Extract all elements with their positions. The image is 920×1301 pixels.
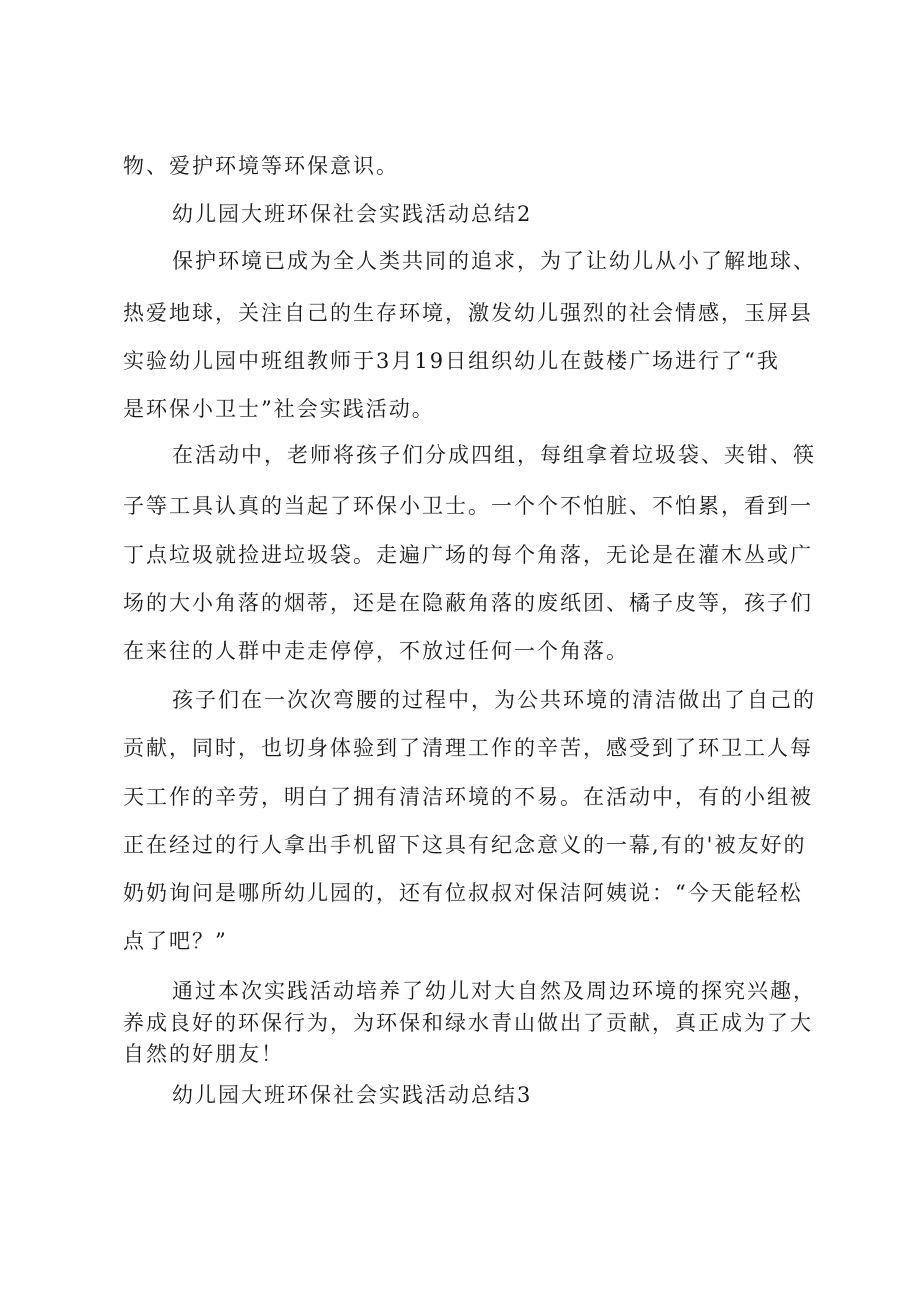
paragraph-3-line-1: 孩子们在一次次弯腰的过程中，为公共环境的清洁做出了自己的 — [172, 688, 816, 712]
paragraph-1-line-3: 实验幼儿园中班组教师于3月19日组织幼儿在鼓楼广场进行了“我 — [123, 349, 780, 373]
paragraph-3-line-6: 点了吧？” — [123, 929, 228, 953]
paragraph-4-line-1: 通过本次实践活动培养了幼儿对大自然及周边环境的探究兴趣， — [172, 979, 816, 1003]
paragraph-4-line-2: 养成良好的环保行为，为环保和绿水青山做出了贡献，真正成为了大 — [123, 1011, 813, 1035]
paragraph-3-line-5: 奶奶询问是哪所幼儿园的，还有位叔叔对保洁阿姨说：“今天能轻松 — [123, 881, 803, 905]
section1-tail-line: 物、爱护环境等环保意识。 — [123, 154, 399, 178]
section-heading-3: 幼儿园大班环保社会实践活动总结3 — [172, 1083, 533, 1107]
paragraph-1-line-1: 保护环境已成为全人类共同的追求，为了让幼儿从小了解地球、 — [172, 249, 816, 273]
paragraph-3-line-2: 贡献，同时，也切身体验到了清理工作的辛苦，感受到了环卫工人每 — [123, 736, 813, 760]
paragraph-3-line-4: 正在经过的行人拿出手机留下这具有纪念意义的一幕,有的'被友好的 — [123, 833, 807, 857]
section-heading-2: 幼儿园大班环保社会实践活动总结2 — [172, 202, 533, 226]
paragraph-2-line-2: 子等工具认真的当起了环保小卫士。一个个不怕脏、不怕累，看到一 — [123, 494, 813, 518]
paragraph-3-line-3: 天工作的辛劳，明白了拥有清洁环境的不易。在活动中，有的小组被 — [123, 785, 813, 809]
paragraph-2-line-1: 在活动中，老师将孩子们分成四组，每组拿着垃圾袋、夹钳、筷 — [172, 443, 816, 467]
paragraph-2-line-4: 场的大小角落的烟蒂，还是在隐蔽角落的废纸团、橘子皮等，孩子们 — [123, 591, 813, 615]
paragraph-1-line-4: 是环保小卫士”社会实践活动。 — [123, 397, 435, 421]
paragraph-2-line-3: 丁点垃圾就捡进垃圾袋。走遍广场的每个角落，无论是在灌木丛或广 — [123, 543, 813, 567]
paragraph-4-line-3: 自然的好朋友！ — [123, 1042, 284, 1066]
paragraph-1-line-2: 热爱地球，关注自己的生存环境，激发幼儿强烈的社会情感，玉屏县 — [123, 301, 813, 325]
paragraph-2-line-5: 在来往的人群中走走停停，不放过任何一个角落。 — [123, 639, 629, 663]
